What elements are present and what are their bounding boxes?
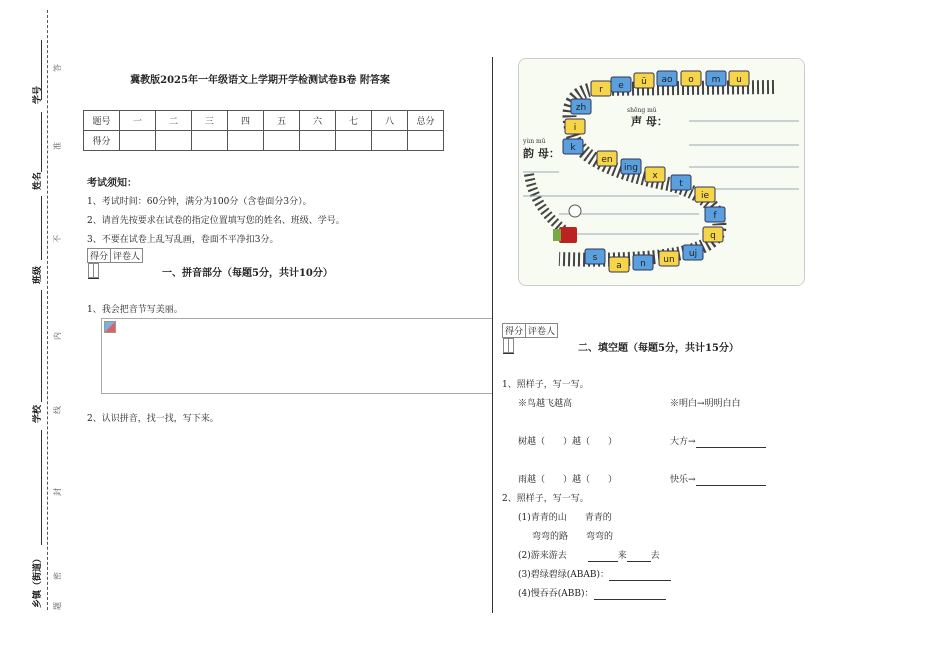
- train-car-letter: s: [592, 253, 598, 263]
- train-car-letter: t: [679, 179, 683, 189]
- score-header-cell: 三: [192, 111, 228, 131]
- train-car-letter: ie: [700, 191, 710, 201]
- subq2-line: [518, 548, 660, 562]
- cut-char: 不: [53, 235, 62, 243]
- cut-char: 准: [53, 142, 62, 150]
- train-car-letter: u: [736, 75, 742, 85]
- grader-reviewer-cell[interactable]: [508, 339, 513, 353]
- class-line: [41, 196, 42, 260]
- cut-char: 密: [53, 572, 62, 580]
- cut-char: 题: [53, 602, 62, 610]
- section1-heading: 一、拼音部分（每题5分，共计10分）: [162, 268, 333, 279]
- train-car-letter: m: [711, 75, 721, 85]
- train-car-letter: n: [640, 259, 646, 269]
- shengmu-pinyin: shēng mǔ: [627, 107, 657, 114]
- score-input-cell[interactable]: [372, 131, 408, 151]
- train-car-letter: x: [652, 171, 658, 181]
- train-car-letter: o: [688, 75, 694, 85]
- notice-heading: 考试须知：: [87, 178, 137, 189]
- train-car-letter: ao: [661, 75, 673, 85]
- score-table: [83, 110, 444, 151]
- grader-box: [87, 248, 143, 279]
- answer-blank[interactable]: [696, 437, 766, 448]
- fill-row1-left: 树越（ ）越（ ）: [518, 437, 618, 447]
- subq1-text-a: (1)青青的山 青青的: [518, 513, 612, 523]
- exam-title: 冀教版2025年一年级语文上学期开学检测试卷B卷 附答案: [130, 75, 390, 86]
- notice-item: 3、不要在试卷上乱写乱画，卷面不平净扣3分。: [87, 235, 279, 245]
- score-header-cell: 八: [372, 111, 408, 131]
- shengmu-label: 声 母：: [631, 115, 668, 128]
- score-input-cell[interactable]: [336, 131, 372, 151]
- train-car-letter: ing: [624, 163, 638, 173]
- subq1-line-b: [532, 529, 613, 542]
- fill-row1-right: [670, 434, 766, 448]
- train-car-letter: ü: [641, 77, 647, 87]
- subq3-text: (3)碧绿碧绿(ABAB)：: [518, 570, 609, 580]
- fill-row2-left: 雨越（ ）越（ ）: [518, 475, 618, 485]
- township-line: [41, 430, 42, 545]
- cut-char: 线: [53, 406, 62, 414]
- score-input-cell[interactable]: [156, 131, 192, 151]
- fill-row1-right-text: 大方→: [670, 437, 696, 447]
- train-car-letter: a: [616, 261, 622, 271]
- grader-reviewer-cell[interactable]: [93, 264, 98, 278]
- township-label: 乡镇（街道）: [33, 553, 43, 608]
- subq2-prefix: (2)游来游去: [518, 551, 567, 561]
- train-car-letter: un: [663, 255, 675, 265]
- train-car-letter: uj: [688, 249, 698, 259]
- score-input-cell[interactable]: [120, 131, 156, 151]
- score-header-cell: 五: [264, 111, 300, 131]
- answer-blank[interactable]: [609, 570, 671, 581]
- grader-score-label: 得分: [503, 324, 526, 338]
- section2-heading: 二、填空题（每题5分，共计15分）: [578, 343, 739, 354]
- fill-row2-right-text: 快乐→: [670, 475, 696, 485]
- score-input-cell[interactable]: [408, 131, 444, 151]
- score-input-cell[interactable]: [228, 131, 264, 151]
- name-label: 姓名: [33, 171, 43, 190]
- train-drawing: [519, 59, 804, 285]
- subq4-text: (4)慢吞吞(ABB)：: [518, 589, 594, 599]
- train-car-letter: k: [570, 143, 576, 153]
- score-header-cell: 题号: [84, 111, 120, 131]
- train-car-letter: r: [599, 85, 603, 95]
- score-header-cell: 一: [120, 111, 156, 131]
- grader-reviewer-label: 评卷人: [526, 324, 558, 338]
- yunmu-label: 韵 母：: [523, 147, 560, 160]
- section2-q2: 2、照样子，写一写。: [502, 494, 589, 504]
- section1-q2: 2、认识拼音，找一找，写下来。: [87, 414, 219, 424]
- train-car-letter: f: [713, 211, 717, 221]
- score-header-cell: 二: [156, 111, 192, 131]
- grader-box: [502, 323, 558, 354]
- student-id-label: 学号: [33, 85, 43, 104]
- score-header-cell: 六: [300, 111, 336, 131]
- cut-char: 答: [53, 64, 62, 72]
- fill-row2-right: [670, 472, 766, 486]
- train-car-letter: e: [618, 81, 624, 91]
- answer-blank[interactable]: [627, 551, 651, 562]
- name-line: [41, 112, 42, 172]
- subq1-line-a: [518, 510, 612, 523]
- grader-score-label: 得分: [88, 249, 111, 263]
- subq2-mid: 来: [617, 551, 627, 561]
- train-car-letter: en: [601, 155, 613, 165]
- score-input-cell[interactable]: [264, 131, 300, 151]
- pinyin-image-placeholder: [101, 318, 493, 394]
- answer-blank[interactable]: [594, 589, 666, 600]
- pinyin-train-illustration: [518, 58, 805, 286]
- train-car-letter: zh: [575, 103, 587, 113]
- broken-image-icon: [104, 321, 116, 333]
- score-header-cell: 总分: [408, 111, 444, 131]
- score-header-cell: 七: [336, 111, 372, 131]
- section2-q1: 1、照样子，写一写。: [502, 380, 589, 390]
- column-divider: [492, 57, 493, 613]
- school-label: 学校: [33, 404, 43, 423]
- cut-line: [47, 10, 48, 610]
- grader-reviewer-label: 评卷人: [111, 249, 143, 263]
- cut-char: 封: [53, 488, 62, 496]
- yunmu-pinyin: yùn mǔ: [523, 138, 546, 145]
- train-car-letter: i: [573, 123, 577, 133]
- answer-blank[interactable]: [588, 551, 618, 562]
- train-car-letter: q: [710, 231, 716, 241]
- section1-q1: 1、我会把音节写美丽。: [87, 305, 183, 315]
- example-right: ※明白→明明白白: [670, 399, 741, 409]
- subq4-line: [518, 586, 666, 600]
- score-input-cell[interactable]: [192, 131, 228, 151]
- score-input-cell[interactable]: [300, 131, 336, 151]
- example-left: ※鸟越飞越高: [518, 399, 573, 409]
- score-row-label: 得分: [84, 131, 120, 151]
- score-header-cell: 四: [228, 111, 264, 131]
- subq3-line: [518, 567, 671, 581]
- class-label: 班级: [33, 265, 43, 284]
- school-line: [41, 290, 42, 402]
- cut-char: 内: [53, 332, 62, 340]
- notice-item: 2、请首先按要求在试卷的指定位置填写您的姓名、班级、学号。: [87, 216, 345, 226]
- subq2-end: 去: [650, 551, 660, 561]
- subq1-text-b: 弯弯的路 弯弯的: [532, 532, 614, 542]
- answer-blank[interactable]: [696, 475, 766, 486]
- notice-item: 1、考试时间：60分钟，满分为100分（含卷面分3分）。: [87, 197, 312, 207]
- binding-margin: [0, 0, 75, 671]
